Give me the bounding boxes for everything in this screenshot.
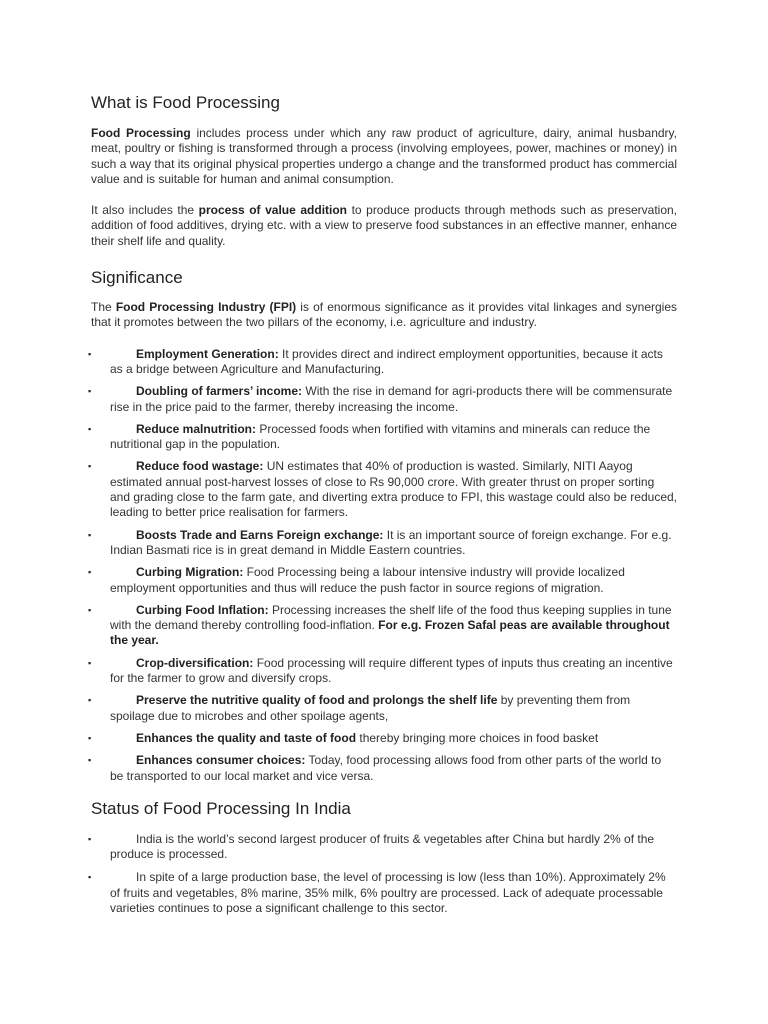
list-item-lead: Enhances the quality and taste of food	[136, 730, 357, 745]
list-item	[88, 346, 677, 378]
bullet-marker: ▪	[88, 461, 92, 472]
list-item	[88, 384, 677, 415]
bullet-marker: ▪	[88, 755, 92, 766]
list-item-text: UN estimates that 40% of production is wasted. Similarly, NITI Aayog estimated annual post-harvest losses of close to Rs 90,000 crore. With greater thrust on proper sorting and grading close to the farm gate, and diverting extra produce to FPI, this wastage could also be reduced, leading to better price realisation for farmers.	[110, 459, 678, 520]
list-item-text: thereby bringing more choices in food basket	[356, 730, 599, 745]
paragraph-significance-intro: The Food Processing Industry (FPI) is of enormous significance as it provides vital linkages and synergies that it promotes between the two pillars of the economy, i.e. agriculture and industry.	[91, 300, 678, 330]
list-item-text: In spite of a large production base, the level of processing is low (less than 10%). Approximately 2% of fruits and vegetables, 8% marine, 35% milk, 6% poultry are processed. Lack of adequate processable varieties continues to pose a significant challenge to this sector.	[110, 870, 666, 915]
bullet-marker: ▪	[88, 529, 92, 540]
list-item	[88, 870, 677, 916]
list-item	[88, 831, 677, 863]
list-item-lead: Preserve the nutritive quality of food and prolongs the shelf life	[136, 693, 498, 708]
list-item-text: It is an important source of foreign exchange. For e.g. Indian Basmati rice is in great demand in Middle Eastern countries.	[110, 527, 672, 557]
list-item-lead: Curbing Migration:	[136, 565, 244, 580]
list-item	[88, 753, 677, 784]
list-item-text: With the rise in demand for agri-products there will be commensurate rise in the price paid to the farmer, thereby increasing the income.	[110, 384, 673, 414]
bullet-marker: ▪	[88, 872, 92, 883]
heading-status-in-india: Status of Food Processing In India	[91, 798, 351, 818]
list-item-lead: Reduce food wastage:	[136, 459, 264, 474]
bullet-marker: ▪	[88, 657, 92, 668]
paragraph-value-addition: It also includes the process of value addition to produce products through methods such as preservation, addition of food additives, drying etc. with a view to preserve food substances in an effective manner, enhance their shelf life and quality.	[91, 203, 678, 248]
bullet-marker: ▪	[88, 423, 92, 434]
heading-what-is-food-processing: What is Food Processing	[91, 93, 280, 112]
list-item-lead: Enhances consumer choices:	[136, 753, 306, 768]
list-item-lead: Boosts Trade and Earns Foreign exchange:	[136, 527, 384, 542]
list-item-emphasis: For e.g. Frozen Safal peas are available throughout the year.	[110, 618, 670, 648]
list-item-text: Processing increases the shelf life of the food thus keeping supplies in tune with the demand thereby controlling food-inflation.	[110, 602, 672, 633]
list-item-text: Food Processing being a labour intensive industry will provide localized employment opportunities and thus will reduce the push factor in source regions of migration.	[110, 565, 625, 595]
list-item	[88, 730, 677, 746]
bullet-marker: ▪	[88, 386, 92, 397]
list-item-text: It provides direct and indirect employment opportunities, because it acts as a bridge between Agriculture and Manufacturing.	[110, 346, 663, 376]
list-item-lead: Crop-diversification:	[136, 655, 254, 670]
list-item	[88, 459, 678, 520]
list-item	[88, 655, 677, 687]
bullet-marker: ▪	[88, 567, 92, 578]
list-item-lead: Employment Generation:	[136, 346, 279, 361]
list-item-text: Food processing will require different types of inputs thus creating an incentive for the farmer to grow and diversify crops.	[110, 655, 673, 686]
list-item-lead: Doubling of farmers’ income:	[136, 384, 303, 399]
list-item-text: Today, food processing allows food from other parts of the world to be transported to our local market and vice versa.	[110, 753, 662, 783]
list-item-text: Processed foods when fortified with vitamins and minerals can reduce the nutritional gap in the population.	[110, 421, 651, 452]
bullet-marker: ▪	[88, 348, 92, 359]
bullet-marker: ▪	[88, 833, 92, 844]
paragraph-definition: Food Processing includes process under which any raw product of agriculture, dairy, animal husbandry, meat, poultry or fishing is transformed through a process (involving employees, power, machines or money) in such a way that its original physical properties undergo a change and the transformed product has commercial value and is suitable for human and animal consumption.	[91, 126, 677, 186]
list-item	[88, 565, 677, 596]
list-item-lead: Reduce malnutrition:	[136, 421, 257, 436]
list-item-text: by preventing them from spoilage due to microbes and other spoilage agents,	[110, 693, 631, 723]
list-item	[88, 693, 677, 724]
status-list	[88, 831, 677, 916]
list-item	[88, 602, 677, 649]
list-item-lead: Curbing Food Inflation:	[136, 602, 269, 617]
bullet-marker: ▪	[88, 695, 92, 706]
list-item	[88, 421, 677, 453]
bullet-marker: ▪	[88, 604, 92, 615]
bullet-marker: ▪	[88, 732, 92, 743]
list-item	[88, 527, 677, 559]
heading-significance: Significance	[91, 268, 183, 288]
significance-list	[88, 346, 678, 784]
list-item-text: India is the world’s second largest producer of fruits & vegetables after China but hardly 2% of the produce is processed.	[110, 831, 655, 862]
document-content	[88, 92, 678, 916]
